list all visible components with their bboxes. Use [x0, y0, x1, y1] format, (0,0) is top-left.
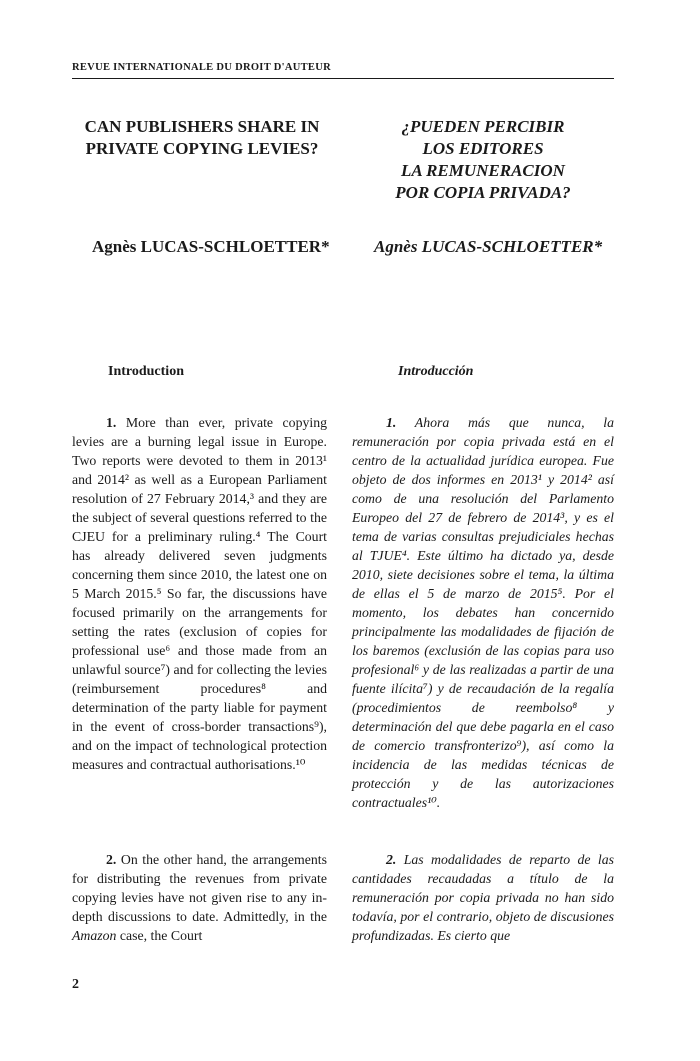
paragraph-text: Ahora más que nunca, la remuneración por copia privada está en el centro de la actualidad jurídica europea. Fue objeto de dos informes en 2013¹ y 2014² así como de una resolución del Parlamento Europeo del 27 de febrero de 2014³, y es el tema de varias consultas prejudiciales hechas al TJUE⁴. Este último ha dictado ya, desde 2010, siete decisiones sobre el tema, la última de ellas el 5 de marzo de 2015⁵. Por el momento, los debates han concernido principalmente las modalidades de fijación de los baremos (exclusión de las copias para uso profesional⁶ y de las realizadas a partir de una fuente ilícita⁷) y de recaudación de la regalía (procedimientos de reembolso⁸ y determinación del que debe pagarla en el caso de comercio transfronterizo⁹), así como la incidencia de las medidas técnicas de protección y de las autorizaciones contractuales¹⁰.: [352, 415, 614, 810]
title-spanish-line-3: LA REMUNERACION: [401, 161, 565, 180]
paragraph-number: 2.: [106, 852, 117, 867]
title-english: [72, 116, 332, 160]
header-rule: [72, 78, 614, 79]
title-english-line-1: CAN PUBLISHERS SHARE IN: [84, 117, 320, 136]
paragraph-1-spanish: [352, 413, 614, 812]
title-spanish-line-4: POR COPIA PRIVADA?: [395, 183, 571, 202]
author-spanish: Agnès LUCAS-SCHLOETTER*: [374, 237, 603, 256]
paragraph-number: 1.: [106, 415, 117, 430]
title-spanish-line-2: LOS EDITORES: [422, 139, 544, 158]
paragraph-2-spanish: [352, 850, 614, 945]
case-name: Amazon: [72, 928, 117, 943]
title-english-line-2: PRIVATE COPYING LEVIES?: [85, 139, 319, 158]
paragraph-number: 2.: [386, 852, 397, 867]
running-head: REVUE INTERNATIONALE DU DROIT D'AUTEUR: [72, 62, 331, 73]
page-number: 2: [72, 977, 79, 992]
paragraph-text: Las modalidades de reparto de las cantidades recaudadas a título de la remuneración por copia privada no han sido todavía, por el contrario, objeto de discusiones profundizadas. Es cierto que: [352, 852, 614, 943]
title-spanish: [352, 116, 614, 204]
paragraph-2-english: [72, 850, 327, 945]
paragraph-text: More than ever, private copying levies are a burning legal issue in Europe. Two reports were devoted to them in 2013¹ and 2014² as well as a European Parliament resolution of 27 February 2014,³ and they are the subject of several questions referred to the CJEU for a preliminary ruling.⁴ The Court has already delivered seven judgments concerning them since 2010, the latest one on 5 March 2015.⁵ So far, the discussions have focused primarily on the arrangements for setting the rates (exclusion of copies for professional use⁶ and those made from an unlawful source⁷) and for collecting the levies (reimbursement procedures⁸ and determination of the party liable for payment in the event of cross-border transactions⁹), and on the impact of technological protection measures and contractual authorisations.¹⁰: [72, 415, 328, 772]
section-heading-english: Introduction: [108, 364, 184, 379]
section-heading-spanish: Introducción: [398, 364, 474, 379]
paragraph-1-english: [72, 413, 327, 774]
author-english: Agnès LUCAS-SCHLOETTER*: [92, 237, 330, 256]
paragraph-text-continued: case, the Court: [116, 928, 203, 943]
paragraph-text: On the other hand, the arrangements for distributing the revenues from private copying levies have not given rise to any in-depth discussions to date. Admittedly, in the: [72, 852, 328, 924]
title-spanish-line-1: ¿PUEDEN PERCIBIR: [401, 117, 565, 136]
paragraph-number: 1.: [386, 415, 397, 430]
